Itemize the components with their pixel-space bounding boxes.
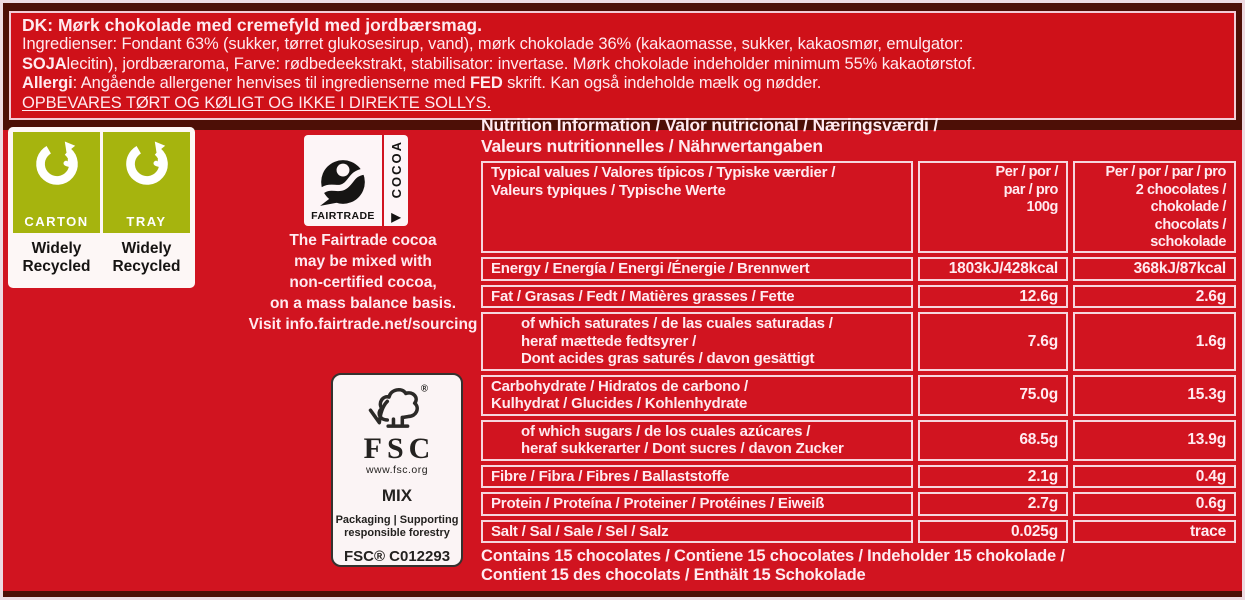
widely-recycled-caption: Widely Recycled — [112, 240, 181, 275]
fairtrade-sourcing-url: Visit info.fairtrade.net/sourcing — [248, 316, 478, 333]
value-per-2-chocolates: 13.9g — [1073, 420, 1236, 461]
fairtrade-mark-panel — [304, 135, 382, 226]
table-row-label: Fibre / Fibra / Fibres / Ballaststoffe — [481, 465, 913, 489]
value-per-2-chocolates: 1.6g — [1073, 312, 1236, 371]
value-per-100g: 7.6g — [918, 312, 1068, 371]
ingredients-panel — [9, 11, 1236, 120]
table-row-label: of which saturates / de las cuales saturadas / heraf mættede fedtsyrer / Dont acides gras saturés / davon gesättigt — [481, 312, 913, 371]
fsc-logo — [331, 373, 463, 567]
value-per-100g: 2.1g — [918, 465, 1068, 489]
fsc-wordmark: FSC — [363, 432, 436, 465]
fairtrade-cocoa-strip — [384, 135, 408, 226]
nutrition-title: Nutrition Information / Valor nutricional / Næringsværdi / Valeurs nutritionnelles / Nährwertangaben — [481, 115, 939, 156]
column-header-per-2-chocolates: Per / por / par / pro 2 chocolates / chokolade / chocolats / schokolade — [1073, 161, 1236, 253]
table-row-label: of which sugars / de los cuales azúcares / heraf sukkerarter / Dont sucres / davon Zucker — [481, 420, 913, 461]
value-per-2-chocolates: 0.4g — [1073, 465, 1236, 489]
fsc-tagline: Packaging | Supporting responsible forestry — [335, 514, 459, 539]
ingredients-line: SOJAlecitin), jordbæraroma, Farve: rødbedeekstrakt, stabilisator: invertase. Mørk chokolade indeholder minimum 55% kakaotørstof. — [22, 54, 976, 73]
value-per-100g: 12.6g — [918, 285, 1068, 309]
value-per-100g: 75.0g — [918, 375, 1068, 416]
value-per-100g: 1803kJ/428kcal — [918, 257, 1068, 281]
recycle-loop-icon — [121, 138, 173, 190]
widely-recycled-caption: Widely Recycled — [22, 240, 91, 275]
tray-recycle-tile — [103, 132, 190, 233]
ingredients-panel-frame — [3, 3, 1242, 130]
recycle-loop-icon — [31, 138, 83, 190]
heart-icon: ♥ — [147, 150, 172, 177]
table-row-label: Carbohydrate / Hidratos de carbono / Kulhydrat / Glucides / Kohlenhydrate — [481, 375, 913, 416]
carton-label: CARTON — [24, 214, 89, 229]
cocoa-label: COCOA — [388, 140, 404, 199]
recycling-carton — [13, 132, 100, 283]
value-per-2-chocolates: 368kJ/87kcal — [1073, 257, 1236, 281]
storage-instructions: OPBEVARES TØRT OG KØLIGT OG IKKE I DIREKTE SOLLYS. — [22, 93, 492, 112]
column-header-typical-values: Typical values / Valores típicos / Typiske værdier / Valeurs typiques / Typische Werte — [481, 161, 913, 253]
registered-mark: ® — [420, 383, 429, 395]
value-per-100g: 0.025g — [918, 520, 1068, 544]
value-per-2-chocolates: 0.6g — [1073, 492, 1236, 516]
table-row-label: Fat / Grasas / Fedt / Matières grasses / Fette — [481, 285, 913, 309]
fsc-mix-label: MIX — [381, 486, 413, 505]
heart-icon: ♥ — [57, 150, 82, 177]
table-row-label: Protein / Proteína / Proteiner / Protéines / Eiweiß — [481, 492, 913, 516]
value-per-2-chocolates: 15.3g — [1073, 375, 1236, 416]
ingredients-line: Ingredienser: Fondant 63% (sukker, tørret glukosesirup, vand), mørk chokolade 36% (kakaomasse, sukker, kakaosmør, emulgator: — [22, 35, 964, 53]
recycling-tray — [103, 132, 190, 283]
contains-count-footer: Contains 15 chocolates / Contiene 15 chocolates / Indeholder 15 chokolade / Contient 15 des chocolats / Enthält 15 Schokolade — [481, 547, 1065, 584]
bold-word-fed: FED — [469, 74, 503, 92]
allergy-label: Allergi — [22, 74, 73, 92]
fsc-tree-icon — [362, 382, 432, 435]
fairtrade-caption: The Fairtrade cocoa may be mixed with non-certified cocoa, on a mass balance basis. Visit info.fairtrade.net/sourcing — [209, 230, 517, 335]
fsc-license-code: FSC® C012293 — [343, 548, 451, 565]
nutrition-section — [481, 115, 1239, 585]
allergen-soja: SOJA — [22, 54, 67, 73]
nutrition-table — [481, 161, 1239, 543]
allergy-line: Allergi: Angående allergener henvises til ingredienserne med FED skrift. Kan også indeholde mælk og nødder. — [22, 74, 822, 92]
table-row-label: Salt / Sal / Sale / Sel / Salz — [481, 520, 913, 544]
fairtrade-logo — [304, 135, 412, 226]
fairtrade-wordmark: FAIRTRADE — [311, 210, 375, 222]
column-header-per-100g: Per / por / par / pro 100g — [918, 161, 1068, 253]
fairtrade-mark-icon — [317, 156, 369, 208]
fsc-url: www.fsc.org — [365, 464, 429, 476]
value-per-2-chocolates: 2.6g — [1073, 285, 1236, 309]
table-row-label: Energy / Energía / Energi /Énergie / Brennwert — [481, 257, 913, 281]
value-per-2-chocolates: trace — [1073, 520, 1236, 544]
value-per-100g: 2.7g — [918, 492, 1068, 516]
carton-recycle-tile — [13, 132, 100, 233]
recycling-panel — [8, 127, 195, 288]
tray-label: TRAY — [126, 214, 167, 229]
value-per-100g: 68.5g — [918, 420, 1068, 461]
arrow-right-icon: ▶ — [391, 210, 401, 224]
product-description-dk: DK: Mørk chokolade med cremefyld med jordbærsmag. — [22, 15, 482, 35]
